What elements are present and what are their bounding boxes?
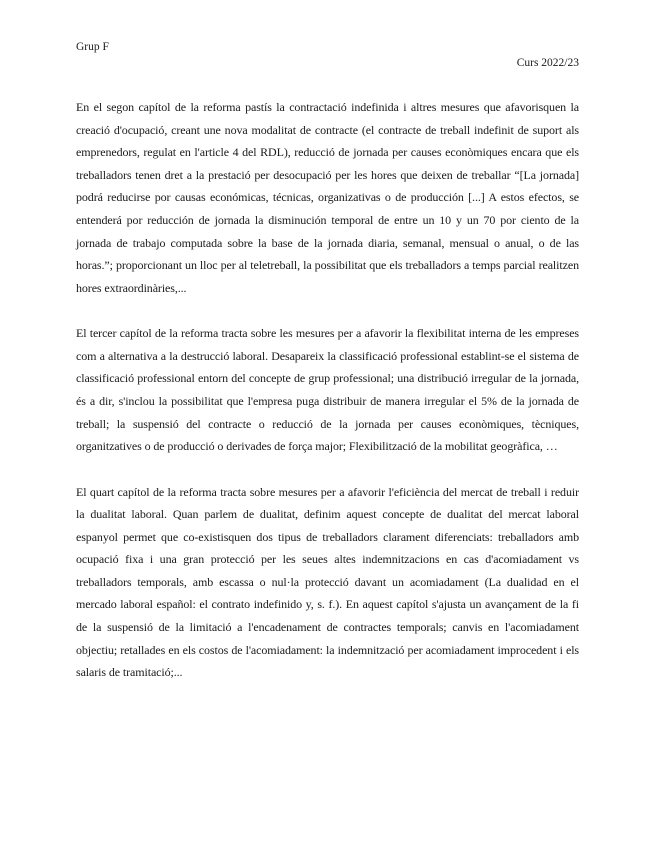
document-body (76, 96, 579, 707)
header-group-label: Grup F (76, 41, 109, 53)
paragraph-chapter-3: El tercer capítol de la reforma tracta sobre les mesures per a afavorir la flexibilitat interna de les empreses com a alternativa a la destrucció laboral. Desapareix la classificació professional establint-se el sistema de classificació professional entorn del concepte de grup professional; una distribució irregular de la jornada, és a dir, s'inclou la possibilitat que l'empresa puga distribuir de manera irregular el 5% de la jornada de treball; la suspensió del contracte o reducció de la jornada per causes econòmiques, tècniques, organitzatives o de producció o derivades de força major; Flexibilització de la mobilitat geogràfica, … (76, 326, 579, 454)
paragraph-chapter-2: En el segon capítol de la reforma pastís la contractació indefinida i altres mesures que afavorisquen la creació d'ocupació, creant une nova modalitat de contracte (el contracte de treball indefinit de suport als emprenedors, regulat en l'article 4 del RDL), reducció de jornada per causes econòmiques encara que els treballadors tenen dret a la prestació per desocupació per les hores que deixen de treballar “[La jornada] podrá reducirse por causas económicas, técnicas, organizativas o de producción [...] A estos efectos, se entenderá por reducción de jornada la disminución temporal de entre un 10 y un 70 por ciento de la jornada de trabajo computada sobre la base de la jornada diaria, semanal, mensual o anual, o de las horas.”; proporcionant un lloc per al teletreball, la possibilitat que els treballadors a temps parcial realitzen hores extraordinàries,... (76, 100, 579, 295)
paragraph-chapter-4: El quart capítol de la reforma tracta sobre mesures per a afavorir l'eficiència del mercat de treball i reduir la dualitat laboral. Quan parlem de dualitat, definim aquest concepte de dualitat del mercat laboral espanyol permet que co-existisquen dos tipus de treballadors clarament diferenciats: treballadors amb ocupació fixa i una gran protecció per les seues altes indemnitzacions en cas d'acomiadament vs treballadors temporals, amb escassa o nul·la protecció davant un acomiadament (La dualidad en el mercado laboral español: el contrato indefinido y, s. f.). En aquest capítol s'ajusta un avançament de la fi de la suspensió de la limitació a l'encadenament de contractes temporals; canvis en l'acomiadament objectiu; retallades en els costos de l'acomiadament: la indemnització per acomiadament improcedent i els salaris de tramitació;... (76, 484, 579, 680)
header-course-year: Curs 2022/23 (516, 57, 579, 69)
